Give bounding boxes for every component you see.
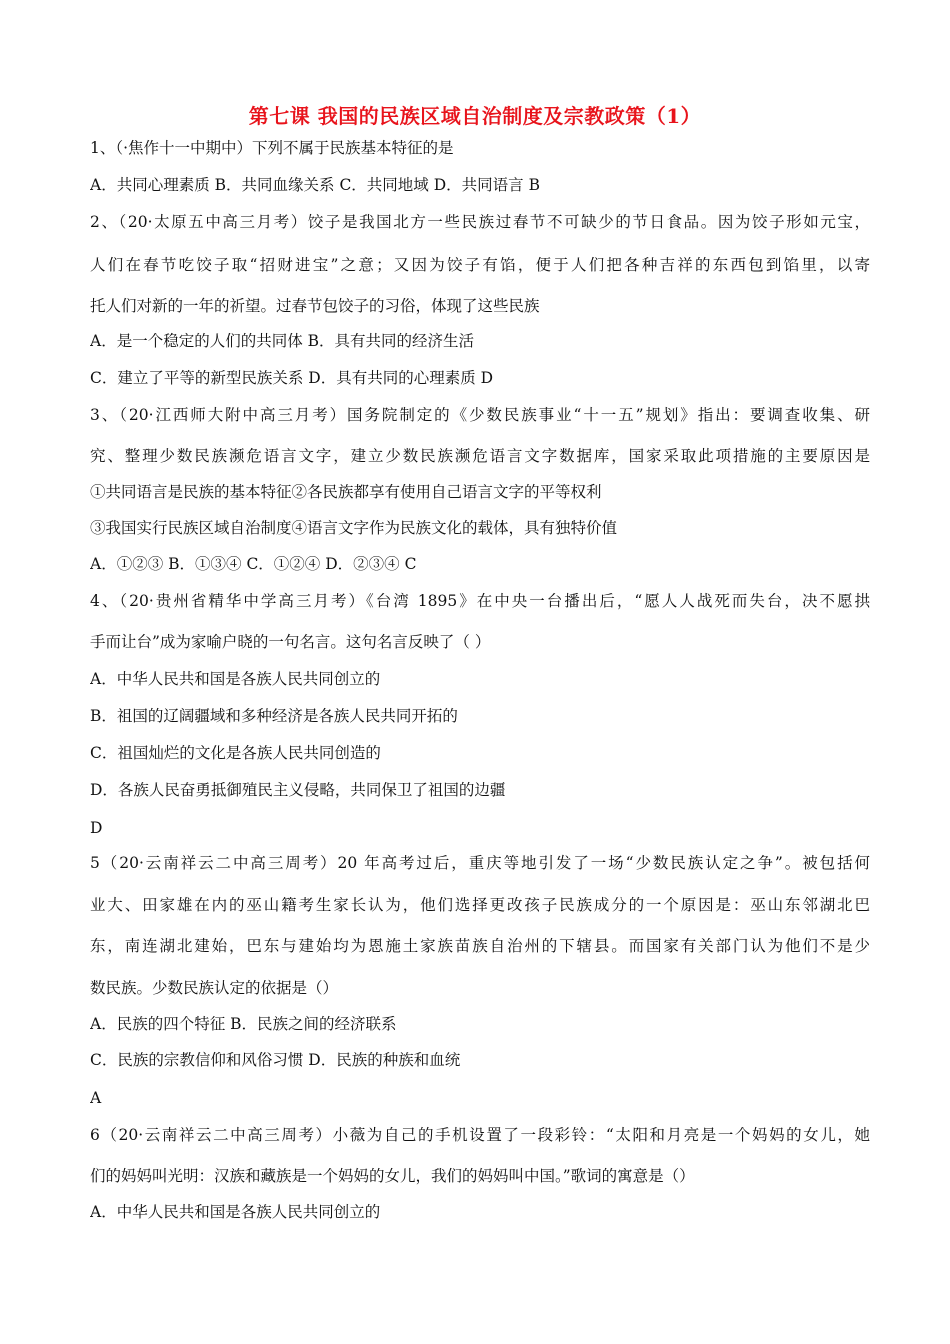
- question-3-options: A．①②③ B．①③④ C．①②④ D．②③④ C: [90, 555, 417, 573]
- question-4-answer: D: [90, 819, 103, 837]
- question-2-options-ab: A．是一个稳定的人们的共同体 B．具有共同的经济生活: [90, 332, 475, 350]
- question-3-statements-3-4: ③我国实行民族区域自治制度④语言文字作为民族文化的载体，具有独特价值: [90, 519, 618, 537]
- question-5-options-cd: C．民族的宗教信仰和风俗习惯 D．民族的种族和血统: [90, 1051, 461, 1069]
- question-2-stem-line-3: 托人们对新的一年的祈望。过春节包饺子的习俗，体现了这些民族: [90, 297, 540, 315]
- question-5-answer: A: [90, 1089, 102, 1107]
- question-6-stem-line-2: 们的妈妈叫光明：汉族和藏族是一个妈妈的女儿，我们的妈妈叫中国。”歌词的寓意是（）: [90, 1167, 695, 1185]
- question-4-option-b: B．祖国的辽阔疆域和多种经济是各族人民共同开拓的: [90, 707, 458, 725]
- question-5-stem-line-1: 5（20·云南祥云二中高三周考）20 年高考过后，重庆等地引发了一场“少数民族认定之争”。被包括何: [90, 854, 870, 872]
- question-2-stem-line-1: 2、（20·太原五中高三月考）饺子是我国北方一些民族过春节不可缺少的节日食品。因为饺子形如元宝，: [90, 213, 870, 231]
- question-2-options-cd: C．建立了平等的新型民族关系 D．具有共同的心理素质 D: [90, 369, 494, 387]
- question-5-options-ab: A．民族的四个特征 B．民族之间的经济联系: [90, 1015, 397, 1033]
- question-5-stem-line-2: 业大、田家雄在内的巫山籍考生家长认为，他们选择更改孩子民族成分的一个原因是：巫山东邻湖北巴: [90, 896, 870, 914]
- question-6-stem-line-1: 6（20·云南祥云二中高三周考）小薇为自己的手机设置了一段彩铃：“太阳和月亮是一个妈妈的女儿，她: [90, 1126, 870, 1144]
- question-3-stem-line-1: 3、（20·江西师大附中高三月考）国务院制定的《少数民族事业“十一五”规划》指出：要调查收集、研: [90, 406, 870, 424]
- question-4-option-a: A．中华人民共和国是各族人民共同创立的: [90, 670, 381, 688]
- question-4-stem-line-2: 手而让台”成为家喻户晓的一句名言。这句名言反映了（ ）: [90, 633, 491, 651]
- question-3-stem-line-2: 究、整理少数民族濒危语言文字，建立少数民族濒危语言文字数据库，国家采取此项措施的主要原因是: [90, 447, 870, 465]
- page-title: 第七课 我国的民族区域自治制度及宗教政策（1）: [248, 104, 702, 128]
- question-1-options: A．共同心理素质 B．共同血缘关系 C．共同地域 D．共同语言 B: [90, 176, 540, 194]
- question-4-option-d: D．各族人民奋勇抵御殖民主义侵略，共同保卫了祖国的边疆: [90, 781, 506, 799]
- question-5-stem-line-3: 东，南连湖北建始，巴东与建始均为恩施土家族苗族自治州的下辖县。而国家有关部门认为他们不是少: [90, 937, 870, 955]
- question-6-option-a: A．中华人民共和国是各族人民共同创立的: [90, 1203, 381, 1221]
- question-1-stem: 1、（·焦作十一中期中）下列不属于民族基本特征的是: [90, 139, 454, 157]
- question-4-stem-line-1: 4、（20·贵州省精华中学高三月考）《台湾 1895》在中央一台播出后，“愿人人战死而失台，决不愿拱: [90, 592, 870, 610]
- question-5-stem-line-4: 数民族。少数民族认定的依据是（）: [90, 979, 339, 997]
- question-4-option-c: C．祖国灿烂的文化是各族人民共同创造的: [90, 744, 381, 762]
- question-3-statements-1-2: ①共同语言是民族的基本特征②各民族都享有使用自己语言文字的平等权利: [90, 483, 602, 501]
- question-2-stem-line-2: 人们在春节吃饺子取“招财进宝”之意；又因为饺子有馅，便于人们把各种吉祥的东西包到馅里，以寄: [90, 256, 870, 274]
